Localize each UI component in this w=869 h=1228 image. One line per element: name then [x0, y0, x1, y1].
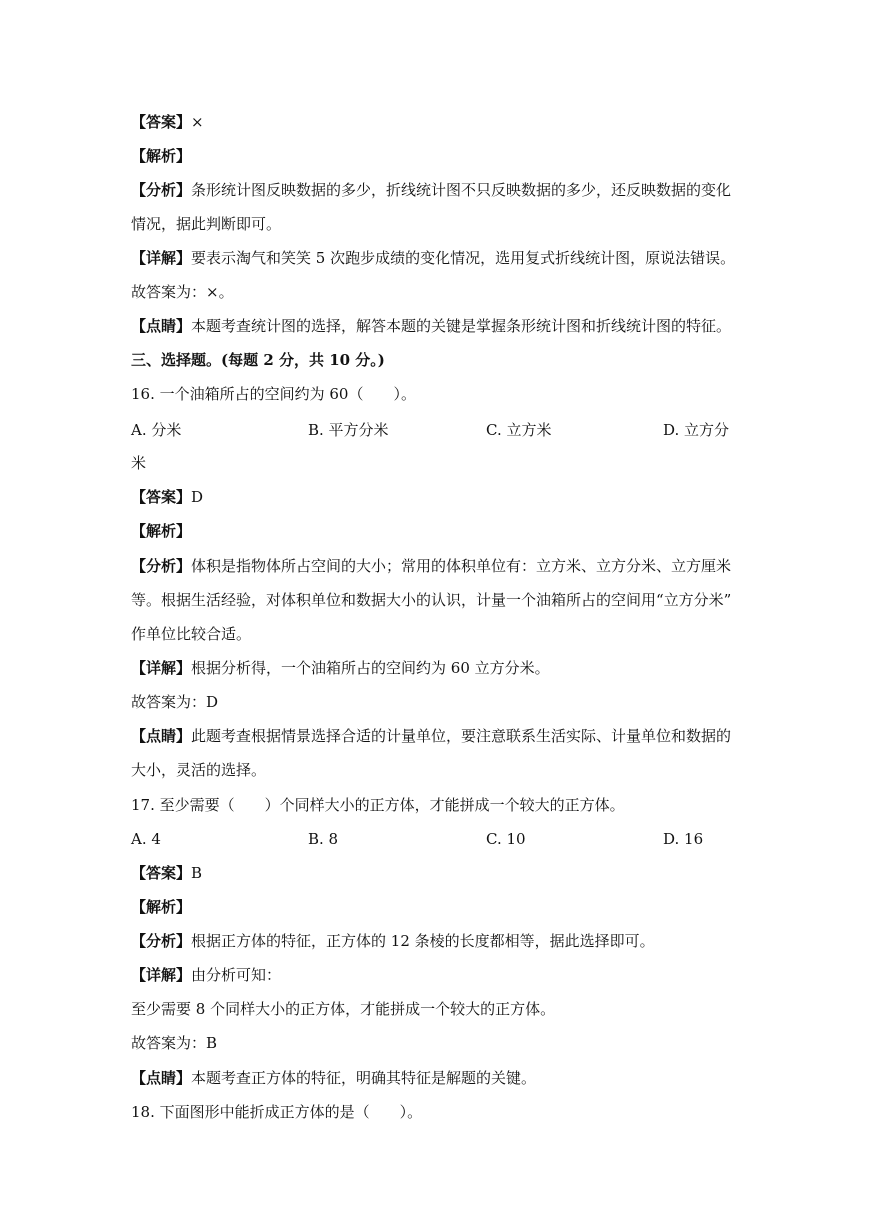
q17-tip-line	[131, 1068, 741, 1088]
option-a: A. 4	[131, 830, 161, 848]
tip-tag: 【点睛】	[131, 317, 192, 335]
tip-tag: 【点睛】	[131, 727, 192, 745]
q15-fenxi-line-2	[131, 214, 741, 234]
option-d: D. 16	[663, 830, 704, 848]
answer-value: D	[191, 488, 204, 506]
detail-tag: 【详解】	[131, 966, 192, 984]
fenxi-tag: 【分析】	[131, 932, 192, 950]
q17-stem: 17. 至少需要（ ）个同样大小的正方体，才能拼成一个较大的正方体。	[131, 796, 625, 814]
q16-analysis-line	[131, 521, 741, 541]
q15-detail-line-1	[131, 248, 741, 268]
fenxi-text: 情况，据此判断即可。	[131, 215, 282, 233]
q17-options	[131, 829, 741, 849]
q17-answer-line	[131, 863, 741, 883]
tip-tag: 【点睛】	[131, 1069, 192, 1087]
detail-text: 故答案为：D	[131, 693, 219, 711]
tip-text: 本题考查正方体的特征，明确其特征是解题的关键。	[191, 1069, 537, 1087]
analysis-tag: 【解析】	[131, 522, 192, 540]
q16-answer-line	[131, 487, 741, 507]
tip-text: 此题考查根据情景选择合适的计量单位，要注意联系生活实际、计量单位和数据的	[191, 727, 732, 745]
detail-text: 由分析可知：	[191, 966, 282, 984]
answer-value: B	[191, 864, 203, 882]
q17-detail-line-3	[131, 1033, 741, 1053]
fenxi-text: 根据正方体的特征，正方体的 12 条棱的长度都相等，据此选择即可。	[191, 932, 655, 950]
fenxi-text: 条形统计图反映数据的多少，折线统计图不只反映数据的多少，还反映数据的变化	[191, 181, 732, 199]
q16-fenxi-line-3	[131, 624, 741, 644]
fenxi-text: 作单位比较合适。	[131, 625, 252, 643]
option-b: B. 平方分米	[308, 421, 389, 439]
q16-option-d-cont: 米	[131, 454, 147, 472]
q15-answer-line	[131, 112, 741, 132]
answer-tag: 【答案】	[131, 864, 192, 882]
answer-tag: 【答案】	[131, 113, 192, 131]
analysis-tag: 【解析】	[131, 898, 192, 916]
fenxi-tag: 【分析】	[131, 181, 192, 199]
q18-stem: 18. 下面图形中能折成正方体的是（ ）。	[131, 1103, 423, 1121]
option-a: A. 分米	[131, 421, 182, 439]
q16-tip-line-2	[131, 760, 741, 780]
detail-tag: 【详解】	[131, 659, 192, 677]
q16-options	[131, 420, 741, 440]
q17-detail-line-2	[131, 999, 741, 1019]
q15-detail-line-2	[131, 282, 741, 302]
detail-tag: 【详解】	[131, 249, 192, 267]
option-c: C. 10	[486, 830, 526, 848]
q15-analysis-line	[131, 146, 741, 166]
answer-tag: 【答案】	[131, 488, 192, 506]
detail-text: 要表示淘气和笑笑 5 次跑步成绩的变化情况，选用复式折线统计图，原说法错误。	[191, 249, 736, 267]
q15-fenxi-line-1	[131, 180, 741, 200]
answer-value: ×	[191, 113, 204, 131]
option-d: D. 立方分	[663, 421, 730, 439]
detail-text: 故答案为：B	[131, 1034, 218, 1052]
q17-detail-line-1	[131, 965, 741, 985]
q16-tip-line-1	[131, 726, 741, 746]
option-b: B. 8	[308, 830, 339, 848]
tip-text: 本题考查统计图的选择，解答本题的关键是掌握条形统计图和折线统计图的特征。	[191, 317, 732, 335]
q15-tip-line	[131, 316, 741, 336]
q16-fenxi-line-2	[131, 590, 741, 610]
fenxi-text: 等。根据生活经验，对体积单位和数据大小的认识，计量一个油箱所占的空间用“立方分米”	[131, 591, 732, 609]
fenxi-tag: 【分析】	[131, 557, 192, 575]
q17-analysis-line	[131, 897, 741, 917]
detail-text: 故答案为：×。	[131, 283, 234, 301]
option-c: C. 立方米	[486, 421, 552, 439]
q16-detail-line-1	[131, 658, 741, 678]
analysis-tag: 【解析】	[131, 147, 192, 165]
detail-text: 根据分析得，一个油箱所占的空间约为 60 立方分米。	[191, 659, 550, 677]
q16-fenxi-line-1	[131, 556, 741, 576]
fenxi-text: 体积是指物体所占空间的大小；常用的体积单位有：立方米、立方分米、立方厘米	[191, 557, 732, 575]
q16-stem: 16. 一个油箱所占的空间约为 60（ ）。	[131, 385, 416, 403]
q16-detail-line-2	[131, 692, 741, 712]
section-title: 三、选择题。(每题 2 分，共 10 分。)	[131, 351, 385, 369]
q17-fenxi-line	[131, 931, 741, 951]
detail-text: 至少需要 8 个同样大小的正方体，才能拼成一个较大的正方体。	[131, 1000, 556, 1018]
tip-text: 大小，灵活的选择。	[131, 761, 267, 779]
